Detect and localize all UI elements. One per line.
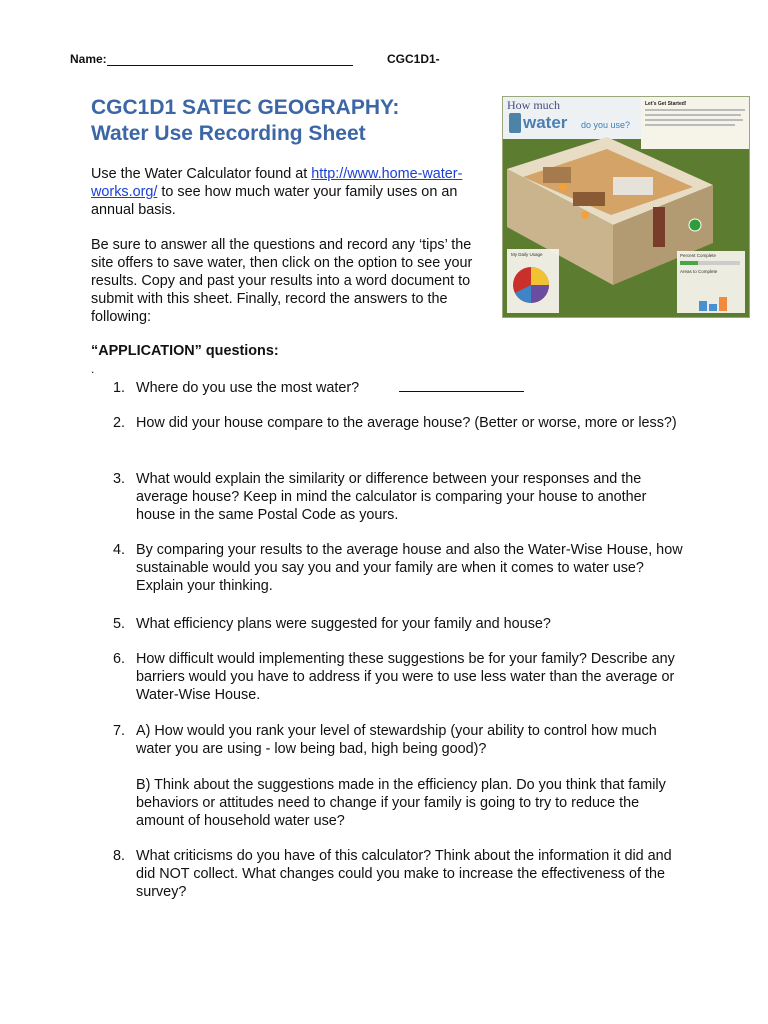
question-6 [113,650,683,704]
stray-dot: . [91,362,95,376]
question-text-a: A) How would you rank your level of stewardship (your ability to control how much water you are using - low being bad, high being good)? [136,723,657,757]
question-2 [113,414,683,432]
hotspot-icon [581,211,589,219]
intro-paragraph [91,165,491,219]
question-text: Where do you use the most water? [136,380,360,396]
question-number: 5. [113,616,126,632]
question-8 [113,847,683,901]
question-text: What criticisms do you have of this calculator? Think about the information it did and did NOT collect. What changes could you make to increase the effectiveness of the survey? [136,848,672,900]
question-5 [113,615,683,633]
do-you-use-text: do you use? [581,120,631,130]
document-subtitle: Water Use Recording Sheet [91,122,366,145]
question-number: 6. [113,651,126,667]
question-number: 7. [113,723,126,739]
course-code [387,52,440,66]
answer-blank-line [399,379,524,392]
house-illustration [503,97,749,317]
application-heading: “APPLICATION” questions: [91,343,279,359]
lets-get-started-text: Let's Get Started! [645,101,687,107]
question-text: What would explain the similarity or difference between your responses and the average house? Keep in mind the calculator is comparing your house to another house in the same Postal Code as yours. [136,471,647,523]
question-text: How difficult would implementing these suggestions be for your family? Describe any barriers would you have to address if you were to use less water than the average or Water-Wise House. [136,651,675,703]
question-number: 4. [113,542,126,558]
water-text: water [523,113,568,132]
document-title: CGC1D1 SATEC GEOGRAPHY: [91,96,400,119]
question-text-b: B) Think about the suggestions made in the efficiency plan. Do you think that family behaviors or attitudes need to change if your family is going to try to reduce the amount of household water use? [136,777,666,829]
question-number: 2. [113,415,126,431]
areas-to-complete-label: Areas to Complete [680,269,718,274]
question-number: 1. [113,380,126,396]
intro-text-after: to see how much water your family uses on an annual basis. [91,184,458,218]
question-3 [113,470,683,524]
name-label: Name: [70,52,107,66]
question-1 [113,379,683,397]
percent-complete-label: Percent Complete [680,253,717,258]
question-number: 8. [113,848,126,864]
question-text: By comparing your results to the average house and also the Water-Wise House, how sustainable would you say you and your family are when it comes to water use? Explain your thinking. [136,542,683,594]
question-text: What efficiency plans were suggested for your family and house? [136,616,551,632]
daily-usage-label: My Daily Usage [511,252,543,257]
check-icon [689,219,701,231]
name-blank-line [107,55,353,66]
intro-text-before: Use the Water Calculator found at [91,166,312,182]
question-7 [113,722,683,830]
calculator-link[interactable]: http://www.home-water-works.org/ [91,166,463,200]
course-label: CGC1D1- [387,52,440,66]
question-text: How did your house compare to the average house? (Better or worse, more or less?) [136,415,677,431]
how-much-text: How much [507,98,560,112]
water-drop-icon [509,113,521,133]
question-4 [113,541,683,595]
name-row [70,52,353,66]
instructions-paragraph: Be sure to answer all the questions and record any ‘tips’ the site offers to save water, then click on the option to see your results. Copy and past your results into a word document to submit with this sheet. Finally, record the answers to the following: [91,237,473,325]
hotspot-icon [559,183,567,191]
water-calculator-screenshot [502,96,750,318]
question-number: 3. [113,471,126,487]
